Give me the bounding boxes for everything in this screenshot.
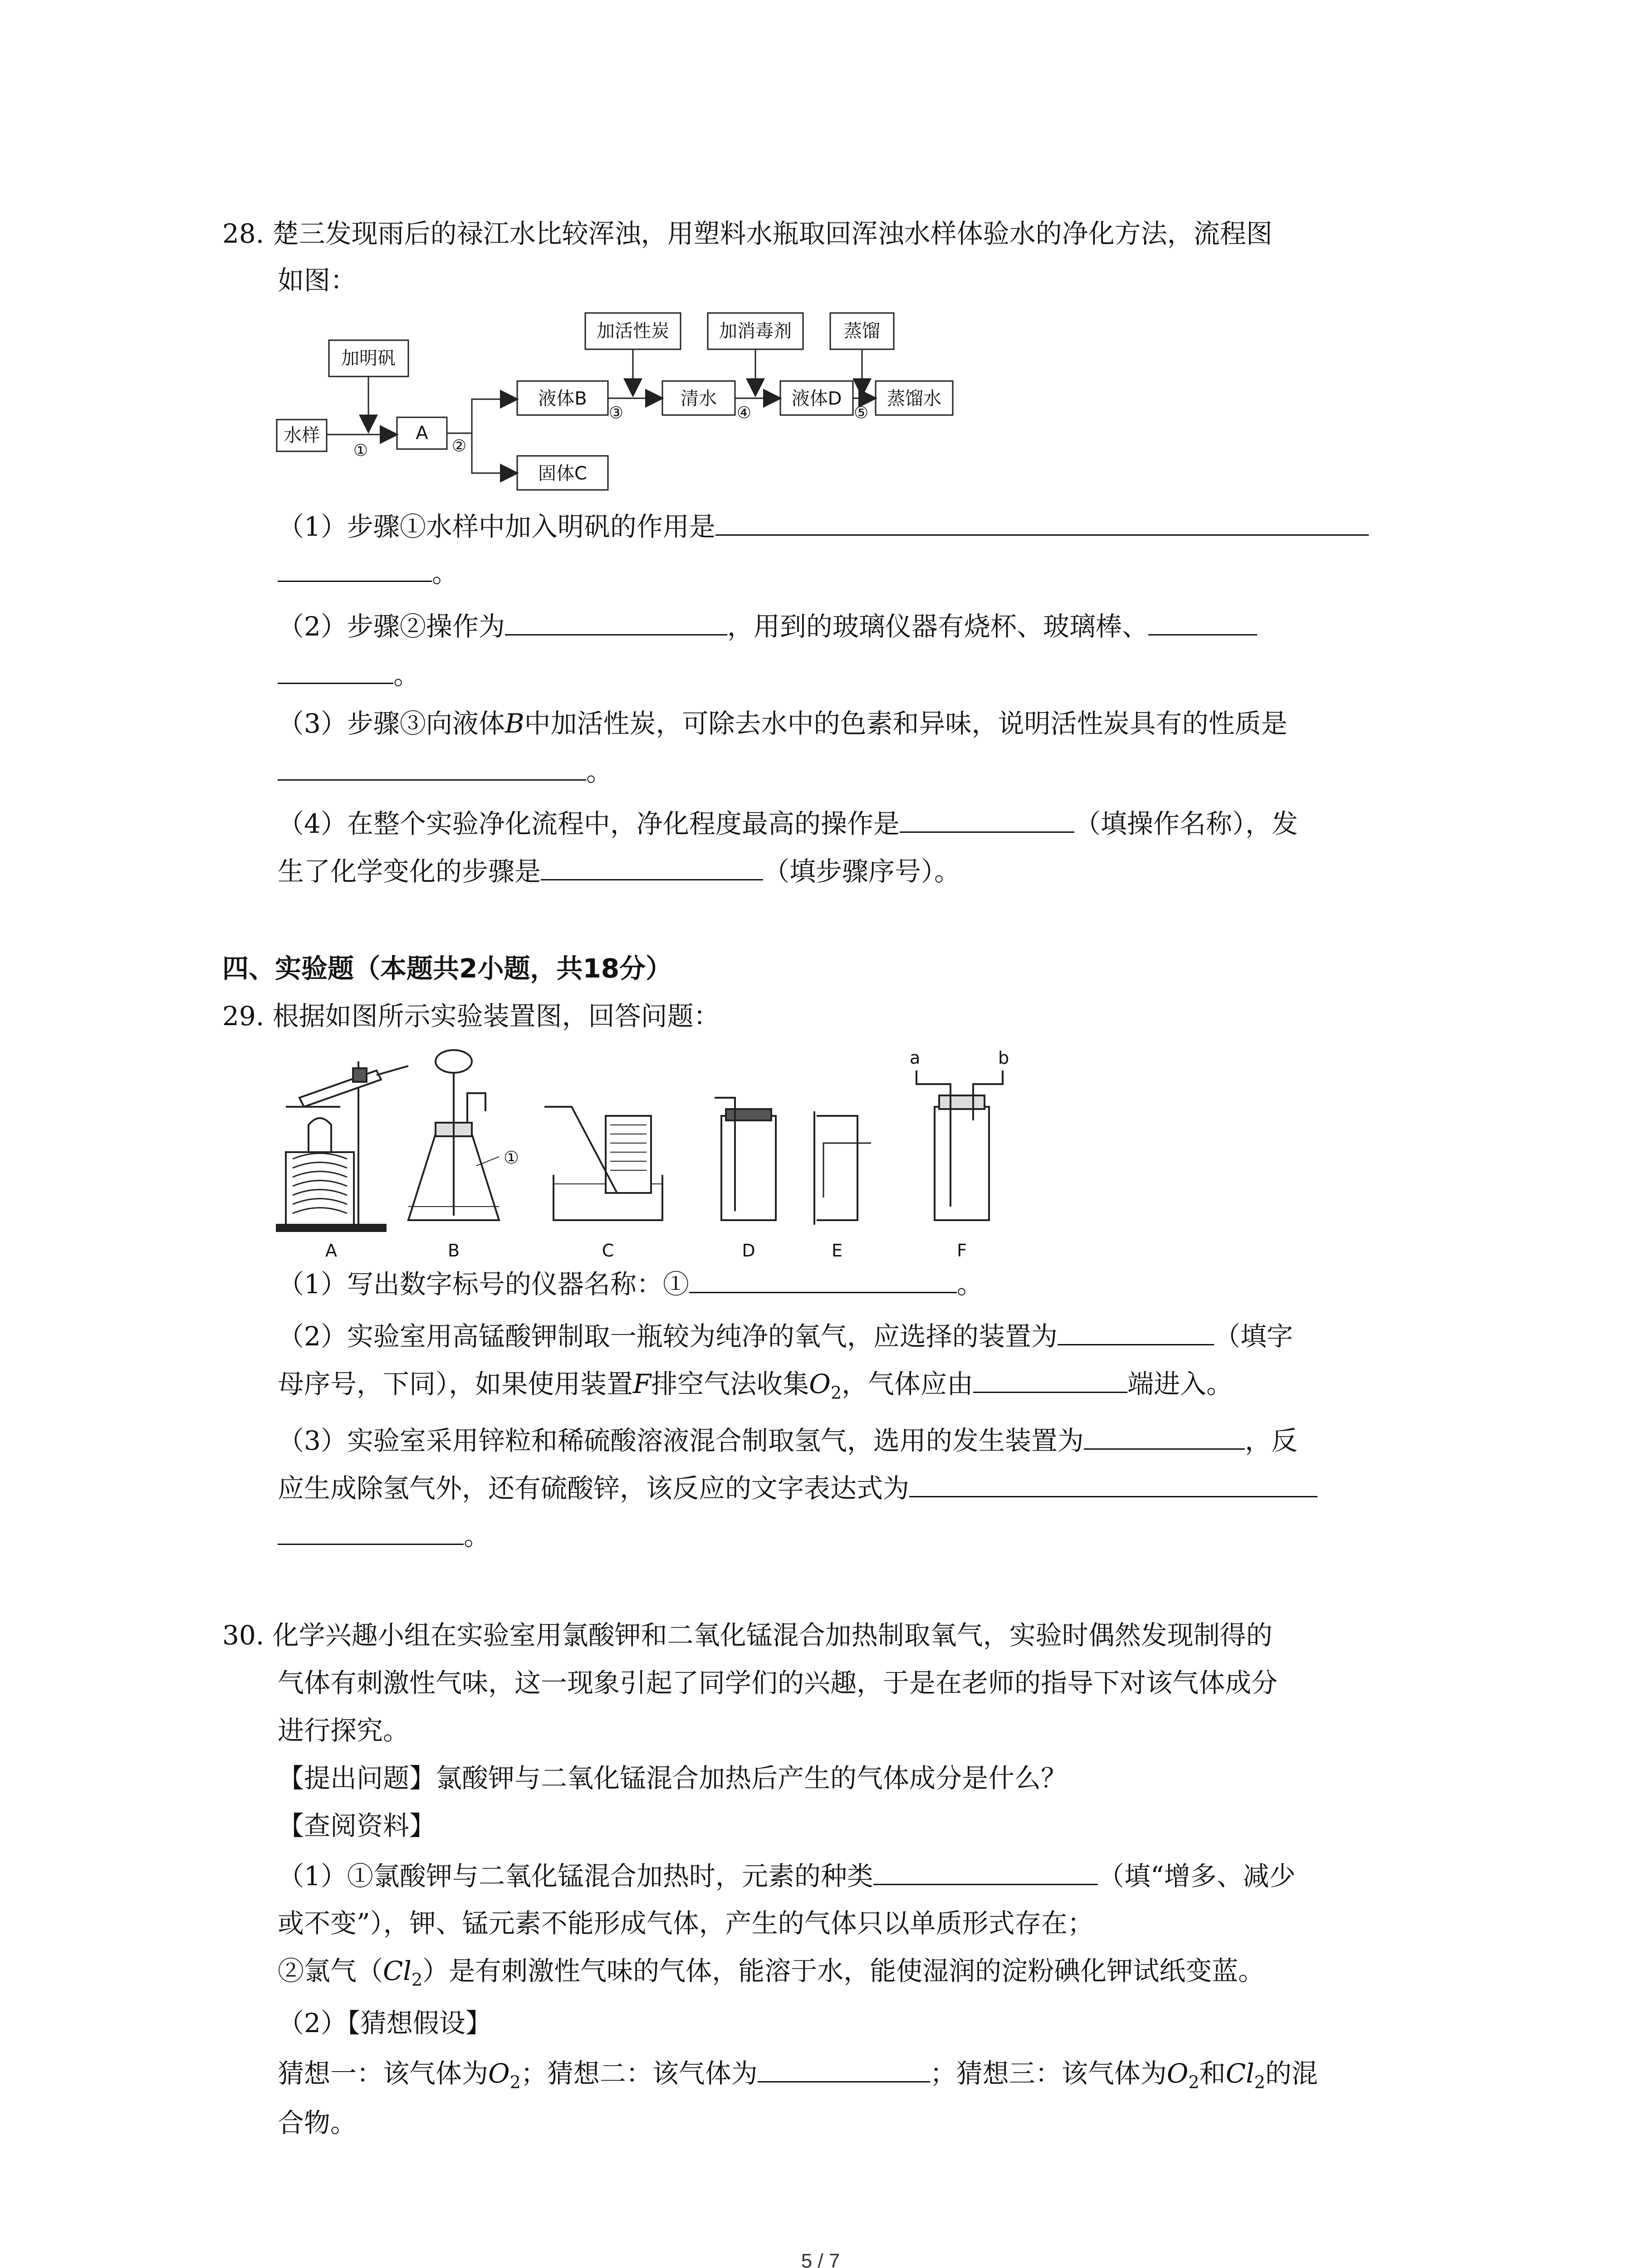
q28-line1: 28. 楚三发现雨后的禄江水比较浑浊，用塑料水瓶取回浑浊水样体验水的净化方法，流程图 [222, 218, 1273, 249]
q29-p2-text-e: ，气体应由 [842, 1369, 974, 1399]
q28-p1-line2 [278, 554, 458, 591]
q29-p2-text-d: 排空气法收集 [651, 1369, 809, 1399]
q28-p1-blank[interactable] [715, 508, 1369, 536]
step-2-mark: ② [451, 437, 467, 455]
q30-r2-sub: 2 [411, 1970, 423, 1990]
q29-p1 [278, 1266, 983, 1302]
label-distill: 蒸馏 [844, 321, 880, 342]
label-port-b: b [998, 1048, 1009, 1068]
q28-p3-text-a: （3）步骤③向液体 [278, 708, 505, 739]
label-liquid-b: 液体B [538, 388, 587, 409]
q30-g-text-b: ；猜想二：该气体为 [520, 2058, 758, 2089]
q28-p2-blank-1[interactable] [505, 608, 727, 635]
q28-p4-text-c: 生了化学变化的步骤是 [278, 856, 541, 887]
q29-p3-blank-2[interactable] [909, 1470, 1318, 1497]
q28-p1-line1 [278, 508, 1369, 545]
q28-p3-var: B [505, 708, 524, 739]
q30-question: 【提出问题】氯酸钾与二氧化锰混合加热后产生的气体成分是什么？ [278, 1763, 1068, 1794]
q30-r1-line1 [278, 1857, 1296, 1894]
label-disinfectant: 加消毒剂 [719, 321, 792, 342]
label-num-1: ① [504, 1148, 519, 1168]
q28-p4-blank-2[interactable] [541, 853, 763, 880]
q30-g-and: 和 [1199, 2058, 1226, 2089]
q29-p2-text-a: （2）实验室用高锰酸钾制取一瓶较为纯净的氧气，应选择的装置为 [278, 1321, 1058, 1352]
q28-p2-blank-2[interactable] [1148, 608, 1257, 635]
q30-r2-text-a: ②氯气（ [278, 1955, 383, 1986]
q29-p1-end: 。 [956, 1269, 983, 1300]
q29-p3-line3 [278, 1517, 490, 1554]
q30-g-text-a: 猜想一：该气体为 [278, 2058, 489, 2089]
label-carbon: 加活性炭 [597, 321, 669, 342]
q29-p2-blank-1[interactable] [1058, 1318, 1214, 1345]
q28-p3-line1 [278, 705, 1288, 742]
q28-p3-end: 。 [586, 756, 613, 787]
apparatus-a [277, 1061, 408, 1231]
q28-p4-text-d: （填步骤序号）。 [763, 856, 961, 887]
q28-p1-blank-cont[interactable] [278, 554, 432, 582]
q30-r2 [278, 1953, 1264, 1998]
q30-g-o: O [488, 2058, 510, 2089]
q29-p3-line2 [278, 1470, 1318, 1506]
q28-line2: 如图： [278, 265, 357, 296]
section-4-title: 四、实验题（本题共2小题，共18分） [222, 953, 672, 984]
label-distilled-water: 蒸馏水 [887, 388, 941, 409]
q28-p4-line1 [278, 805, 1298, 842]
q30-consult: 【查阅资料】 [278, 1810, 436, 1841]
apparatus-c [544, 1107, 662, 1220]
step-1-mark: ① [353, 441, 368, 460]
apparatus-b [408, 1050, 499, 1220]
label-apparatus-f: F [957, 1241, 967, 1261]
q30-r2-text-b: ）是有刺激性气味的气体，能溶于水，能使湿润的淀粉碘化钾试纸变蓝。 [422, 1955, 1265, 1986]
q28-p2-text-b: ，用到的玻璃仪器有烧杯、玻璃棒、 [727, 611, 1148, 642]
q29-p3-text-c: 应生成除氢气外，还有硫酸锌，该反应的文字表达式为 [278, 1473, 910, 1504]
q28-p4-text-a: （4）在整个实验净化流程中，净化程度最高的操作是 [278, 808, 900, 839]
q29-p2-o: O [809, 1369, 831, 1399]
step-5-mark: ⑤ [853, 404, 869, 422]
q30-g-text-d: 的混 [1265, 2058, 1318, 2089]
label-alum: 加明矾 [341, 348, 396, 369]
q29-p2-line2 [278, 1365, 1233, 1411]
q30-g-sub2: 2 [1188, 2072, 1200, 2092]
q29-p3-blank-2-cont[interactable] [278, 1517, 464, 1545]
q30-g-sub: 2 [509, 2072, 521, 2092]
q28-p3-text-b: 中加活性炭，可除去水中的色素和异味，说明活性炭具有的性质是 [524, 708, 1288, 739]
apparatus-f [916, 1070, 1003, 1220]
page-number: 5 / 7 [801, 2250, 840, 2268]
apparatus-figure [272, 1043, 1080, 1261]
q29-p2-line1 [278, 1318, 1293, 1354]
q29-p2-text-b: （填字 [1214, 1321, 1293, 1352]
q29-p2-sub: 2 [830, 1383, 842, 1403]
q29-line1: 29. 根据如图所示实验装置图，回答问题： [222, 1001, 720, 1031]
q29-p3-text-a: （3）实验室采用锌粒和稀硫酸溶液混合制取氢气，选用的发生装置为 [278, 1425, 1084, 1456]
q28-p1-end: 。 [432, 557, 459, 588]
q29-p3-text-b: ，反 [1244, 1425, 1298, 1456]
step-4-mark: ④ [736, 404, 752, 422]
q30-line2: 气体有刺激性气味，这一现象引起了同学们的兴趣，于是在老师的指导下对该气体成分 [278, 1667, 1278, 1698]
label-apparatus-d: D [742, 1241, 755, 1261]
q30-r1-text-a: （1）①氯酸钾与二氧化锰混合加热时，元素的种类 [278, 1861, 873, 1892]
q29-p1-blank[interactable] [689, 1266, 957, 1293]
q28-p1-text: （1）步骤①水样中加入明矾的作用是 [278, 511, 715, 542]
step-3-mark: ③ [608, 404, 624, 422]
q28-p2-end: 。 [393, 660, 420, 690]
q30-guess-blank[interactable] [758, 2055, 930, 2082]
q30-r1-text-b: （填“增多、减少 [1097, 1861, 1296, 1892]
q29-p2-var: F [633, 1369, 652, 1399]
purification-flowchart [272, 299, 980, 499]
q29-p1-text: （1）写出数字标号的仪器名称：① [278, 1269, 689, 1300]
label-apparatus-a: A [325, 1241, 337, 1261]
label-a: A [416, 423, 428, 444]
label-apparatus-c: C [602, 1241, 614, 1261]
q30-g-text-c: ；猜想三：该气体为 [930, 2058, 1167, 2089]
q28-p2-line2 [278, 656, 420, 693]
q30-g-sub3: 2 [1254, 2072, 1265, 2092]
q28-p3-blank[interactable] [278, 753, 586, 781]
q30-line1: 30. 化学兴趣小组在实验室用氯酸钾和二氧化锰混合加热制取氧气，实验时偶然发现制得的 [222, 1620, 1273, 1651]
q29-p3-line1 [278, 1422, 1298, 1459]
q28-p4-text-b: （填操作名称），发 [1074, 808, 1298, 839]
label-water-sample: 水样 [284, 425, 320, 446]
q30-guess-line2: 合物。 [278, 2107, 357, 2138]
apparatus-e [814, 1111, 871, 1225]
label-apparatus-b: B [447, 1241, 460, 1261]
q30-guess-title: （2）【猜想假设】 [278, 2008, 492, 2038]
label-port-a: a [910, 1048, 921, 1068]
q28-p2-blank-2-cont[interactable] [278, 656, 393, 684]
q30-line3: 进行探究。 [278, 1715, 410, 1746]
apparatus-d [715, 1098, 776, 1220]
q28-p4-blank-1[interactable] [900, 805, 1074, 833]
q30-g-o2: O [1166, 2058, 1189, 2089]
q29-p2-text-f: 端进入。 [1127, 1369, 1233, 1399]
q29-p2-text-c: 母序号，下同），如果使用装置 [278, 1369, 633, 1399]
q30-r1-blank[interactable] [873, 1857, 1098, 1885]
q28-p2-text-a: （2）步骤②操作为 [278, 611, 505, 642]
label-liquid-d: 液体D [791, 388, 842, 409]
label-solid-c: 固体C [538, 463, 587, 484]
q29-p2-blank-2[interactable] [973, 1365, 1127, 1393]
q28-p2-line1 [278, 608, 1257, 645]
label-clear-water: 清水 [681, 388, 717, 409]
q28-p4-line2 [278, 853, 960, 890]
q28-p3-line2 [278, 753, 612, 790]
q30-r1-line2: 或不变”），钾、锰元素不能形成气体，产生的气体只以单质形式存在； [278, 1908, 1094, 1939]
q30-r2-cl: Cl [383, 1955, 411, 1986]
label-apparatus-e: E [831, 1241, 843, 1261]
q30-g-cl: Cl [1225, 2058, 1254, 2089]
q29-p3-blank-1[interactable] [1084, 1422, 1245, 1450]
q29-p3-end: 。 [464, 1520, 490, 1551]
q30-guess-line1 [278, 2055, 1318, 2101]
